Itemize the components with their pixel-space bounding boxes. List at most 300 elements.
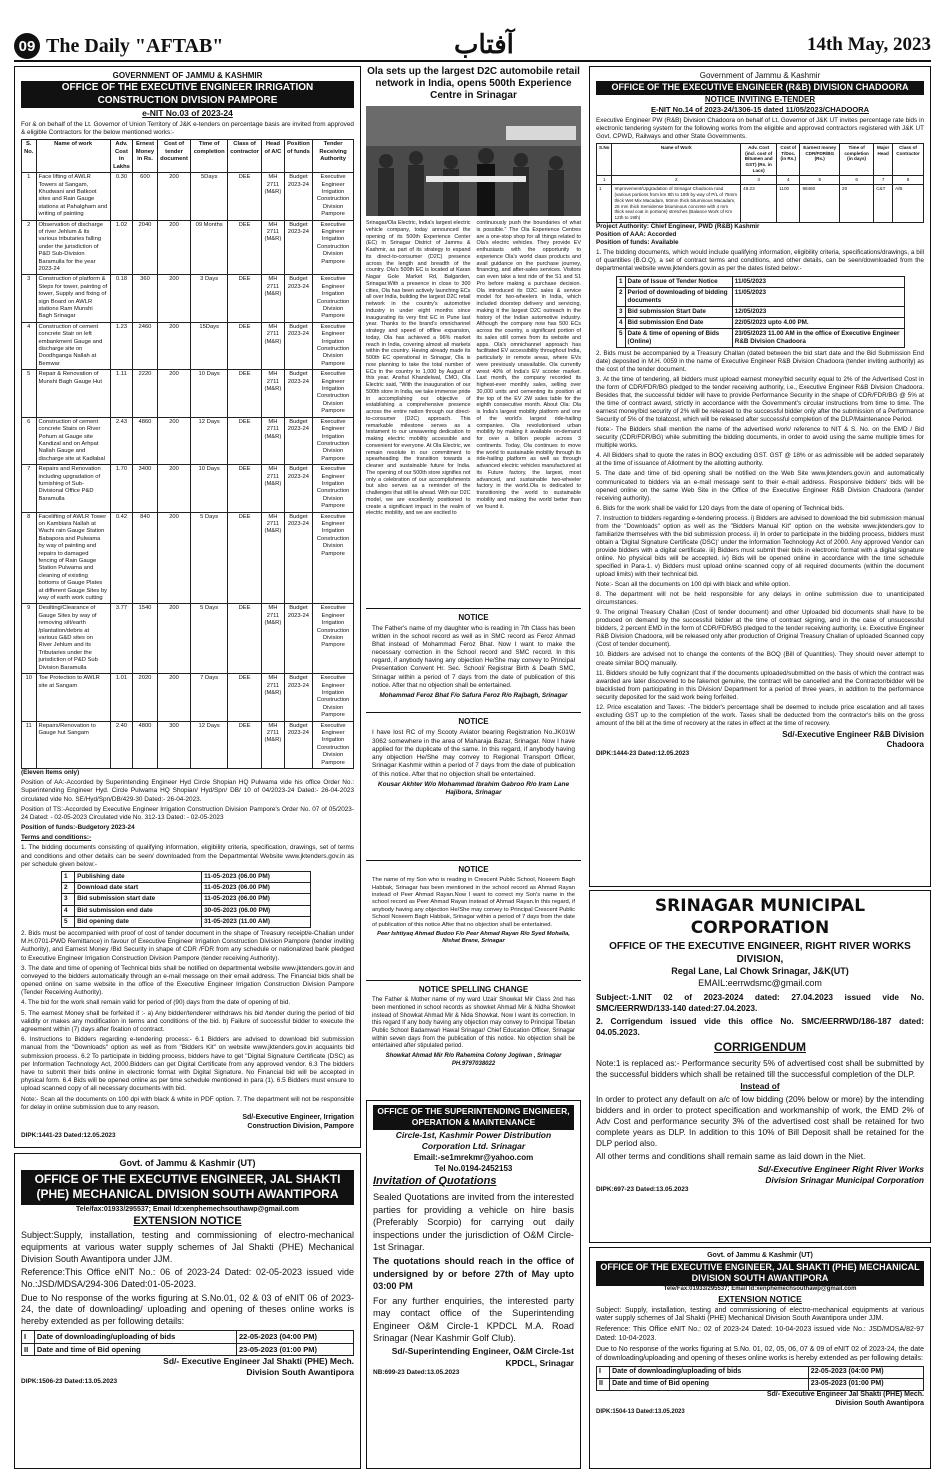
rnb-office: OFFICE OF THE EXECUTIVE ENGINEER (R&B) DIVISION CHADOORA — [596, 81, 924, 95]
table-row — [597, 1367, 924, 1379]
smc-office: OFFICE OF THE EXECUTIVE ENGINEER, RIGHT RIVER WORKS DIVISION, — [609, 940, 911, 966]
table-cell: 1100 — [777, 184, 800, 222]
news-column-2: continuously push the boundaries of what is possible." The Ola Experience Centres are a one-stop shop for all things related to Ola's electric vehicles. They provide EV enthusiasts with the opportunity to experience Ola's world class products and avail guidance on the purchase journey, financing, and after-sales services. Visitors can even take a test ride of the S1 and S1 Pro before making a purchase decision. Ola introduced its D2C sales & service model for two-wheelers in India, which included doorstep delivery and servicing, making it the largest D2C outreach in the history of the Indian automotive industry. Although the company now has 500 ECs across the country, a significant portion of its sales still comes from its website and apps. Ola's omnichannel approach has facilitated EV accessibility throughout India, particularly in remote areas, where EVs were previously unavailable. Ola currently wrest 40% of India's EV scooter market. Last month, the company recorded its highest-ever monthly sales, selling over 30,000 units and cementing its position at the top of the EV 2W sales table for the eighth consecutive month. About Ola: Ola is India's largest mobility platform and one of the world's largest ride-hailing companies. Ola revolutionised urban mobility by making it available on-demand for over a billion people across 3 continents. Today, Ola continues to move the world to sustainable mobility through its ride-hailing platform as well as through advanced electric vehicles manufactured at its Future factory, the largest, most advanced, and sustainable two-wheeler factory in the world.Ola is dedicated to transitioning the world to sustainable mobility and making the world better than we found it. — [476, 220, 581, 510]
rnb-para-8: 8. The department will not be held responsible for any delays in online submission due to unanticipated circumstances. — [596, 591, 924, 607]
table-cell: DEE — [227, 322, 261, 369]
table-cell: 20 — [840, 184, 874, 222]
table-cell: 10 Days — [191, 370, 228, 417]
table-cell: 3.77 — [110, 604, 133, 674]
table-cell: Executive Engineer Irrigation Construction Division Pampore — [313, 721, 354, 768]
kpdcl-quotation-ad — [366, 1100, 581, 1469]
table-cell: 5 — [800, 176, 840, 185]
table-cell: 22/05/2023 upto 4.00 PM. — [732, 317, 904, 328]
table-cell: Repairs/Renovation to Gauge hut Sangam — [36, 721, 110, 768]
table-cell: 4860 — [133, 417, 157, 464]
notice-3-title: NOTICE — [458, 865, 489, 874]
irrigation-enit: e-NIT No.03 of 2023-24 — [142, 108, 233, 119]
table-cell: 2460 — [133, 322, 157, 369]
table-cell: 30-05-2023 (06.00 PM) — [202, 905, 311, 916]
table-cell: 12/05/2023 — [732, 306, 904, 317]
masthead-rule — [14, 60, 931, 62]
table-cell: 4 — [62, 905, 75, 916]
table-cell: 31-05-2023 (11.00 AM) — [202, 916, 311, 927]
term-3: 3. The date and time of opening of Technical bids shall be notified on departmental website www.jktenders.gov.in and conveyed to the bidders automatically through an e-mail message on their email address. The Financial bids shall be opened online on same website in the office of the Executive Engineer Irrigation Construction Division Pampore (Tender Receiving Authority). — [21, 964, 354, 997]
phe-right-dipk: DIPK:1504-13 Dated:13.05.2023 — [596, 1409, 685, 1416]
smc-dipk: DIPK:697-23 Dated:13.05.2023 — [596, 1185, 689, 1193]
table-cell: Budget 2023-24 — [284, 604, 313, 674]
rnb-para-1: 1. The bidding documents, which would include qualifying information, eligibility criteria, specifications/drawings, a bill of quantities (B.O.Q), a set of contract terms and conditions, and other details, can be seen/downloaded from the departmental website www.jktenders.gov.in as per the dates listed below:- — [596, 249, 924, 273]
table-cell: 200 — [157, 275, 191, 322]
table-cell: MH 2711 (M&R) — [262, 370, 284, 417]
table-cell: 200 — [157, 417, 191, 464]
table-row — [62, 905, 311, 916]
table-cell: MH 2711 (M&R) — [262, 512, 284, 604]
smc-corrigendum: CORRIGENDUM — [714, 1039, 806, 1054]
table-cell: DEE — [227, 417, 261, 464]
rnb-para-10: 10. Bidders are advised not to change the contents of the BOQ (Bill of Quantities). They should never attempt to create similar BOQ manually. — [596, 651, 924, 667]
table-row — [617, 287, 905, 306]
table-cell: Budget 2023-24 — [284, 275, 313, 322]
table-cell: 7 Days — [191, 674, 228, 721]
table-cell: MH 2711 (M&R) — [262, 465, 284, 512]
irrigation-gov: GOVERNMENT OF JAMMU & KASHMIR — [112, 71, 263, 80]
term-6: 6. Instructions to Bidders regarding e-tendering process:- 6.1 Bidders are advised to download bid submission manual from the "Downloads" option as well as from "Bidders Kit" on website www.jktenders.gov.in acquaints bid submission process. 6.2 To participate in bidding process, bidders have to get "Digital Signature Certificate (DSC) as per Information Technology Act, 2000.Bidders can get Digital Certificate from any approved vendor. 6.3 The bidders have to submit their bids online in electronic format with Digital Signature. No Financial bid will be accepted in physical form. 6.4 Bids will be opened online as per time schedule mentioned in para (1). 6.5 Bidders must ensure to upload scanned copy of all necessary documents with bid. — [21, 1036, 354, 1093]
table-cell: 1.01 — [110, 674, 133, 721]
kpdcl-body-2: The quotations should reach in the office of undersigned by or before 27th of May upto 03:00 PM — [373, 1256, 574, 1292]
table-cell: 2020 — [133, 674, 157, 721]
kpdcl-title: Invitation of Quotations — [373, 1175, 497, 1188]
table-row — [22, 275, 354, 322]
table-cell: 200 — [157, 674, 191, 721]
table-cell: 9 — [22, 604, 37, 674]
table-cell: 200 — [157, 220, 191, 275]
table-cell: Bid submission End Date — [625, 317, 732, 328]
table-cell: 1 — [617, 276, 626, 287]
table-cell: 4 — [777, 176, 800, 185]
table-cell: 22-05-2023 (04:00 PM) — [237, 1330, 354, 1343]
rnb-note-2: Note:- Scan all the documents on 100 dpi with black and white option. — [596, 581, 791, 589]
news-headline: Ola sets up the largest D2C automobile retail network in India, opens 500th Experience Centre in Srinagar — [367, 66, 580, 101]
table-row — [22, 1330, 354, 1343]
table-cell: Budget 2023-24 — [284, 322, 313, 369]
rnb-works-table — [596, 143, 924, 224]
notice-1-signature: Mohammad Feroz Bhat F/o Safura Feroz R/o Rajbagh, Srinagar — [379, 691, 568, 699]
table-cell: 300 — [157, 721, 191, 768]
table-header-cell: Class of contractor — [227, 140, 261, 173]
rnb-enit: E-NIT No.14 of 2023-24/1306-15 dated 11/05/2023/CHADOORA — [650, 104, 869, 114]
table-cell: DEE — [227, 370, 261, 417]
table-cell: Period of downloading of bidding documents — [625, 287, 732, 306]
rnb-schedule-table — [616, 276, 905, 348]
table-cell: 2220 — [133, 370, 157, 417]
notice-1-body: The Father's name of my daughter who is reading in 7th Class has been written in the school record as well as in SMC record as Feroz Ahmad Bhat instead of Mohammad Feroz Bhat. Now I want to make the necessary correction in the School record and SMC record. In this regard, if anybody having any objection He/She may convey to Principal Presentation Convent Hr. Sec. School/ Registrar Birth & Death SMC, Srinagar within a period of 7 days from the date of publication of this notice. After that no objection shall be entertained. — [372, 625, 575, 689]
table-cell: MH 2711 (M&R) — [262, 220, 284, 275]
smc-subject-2: 2. Corrigendum issued vide this office No. SMC/EERRWD/186-187 dated: 04.05.2023. — [596, 1015, 924, 1037]
kpdcl-body-1: Sealed Quotations are invited from the interested parties for providing a vehicle on hire basis (Preferably Scorpio) for carrying out daily inspections under the jurisdiction of O&M Circle-1st Srinagar. — [373, 1192, 574, 1252]
table-cell: 11-05-2023 (06.00 PM) — [202, 883, 311, 894]
notice-rc-lost — [366, 712, 581, 858]
rnb-funds: Position of funds: Available — [596, 239, 679, 247]
table-cell: 23-05-2023 (01:00 PM) — [237, 1343, 354, 1356]
table-cell: Bid submission Start Date — [625, 306, 732, 317]
table-cell: 5Days — [191, 173, 228, 220]
table-cell: Date of Issue of Tender Notice — [625, 276, 732, 287]
table-cell: Toe Protection to AWLR site at Sangam — [36, 674, 110, 721]
table-cell: Repair & Renovation of Munshi Bagh Gauge Hut — [36, 370, 110, 417]
table-header-cell: Name of work — [36, 140, 110, 173]
rnb-aaa: Position of AAA: Accorded — [596, 231, 677, 239]
table-cell: 200 — [157, 604, 191, 674]
table-cell: Construction of platform & Steps for tower, painting of tower, Supply and fixing of sign Board on AWLR stations Ram Munshi Bagh Srinagar — [36, 275, 110, 322]
table-row — [22, 721, 354, 768]
notice-rayan — [366, 860, 581, 980]
phe-left-dates-table — [21, 1330, 354, 1357]
table-cell: 0.42 — [110, 512, 133, 604]
table-row — [597, 1379, 924, 1391]
rnb-note-1: Note:- The Bidders shall mention the name of the advertised work/ reference to NIT & S. No. on the EMD / Bid security (CDR/FDR/BG) while submitting the bidding documents, in order to avoid using the same multiple times for multiple works. — [596, 426, 924, 450]
table-cell: Executive Engineer Irrigation Construction Division Pampore — [313, 417, 354, 464]
table-cell: Executive Engineer Irrigation Construction Division Pampore — [313, 220, 354, 275]
table-row — [62, 872, 311, 883]
rnb-para-5: 5. The date and time of bid opening shall be notified on the Web Site www.jktenders.gov.in and automatically communicated to bidders via an e-mail message sent to their e-mail address. Responsive bidders' bids will be opened online on the same Web Site in the Office of the Executive Engineer R&B Division Chadoora (tender receiving authority). — [596, 470, 924, 502]
table-cell: DEE — [227, 275, 261, 322]
phe-right-title: EXTENSION NOTICE — [718, 1293, 802, 1304]
rnb-para-9: 9. The original Treasury Challan (Cost of tender document) and other Uploaded bid documents shall have to be produced on demand by the successful bidder at the time of contract signing, and in the case of unsuccessful bidders, 2 percent EMD in the form of CDR/FDR/BG pledged to the tender receiving authority, i.e. Executive Engineer R&B Division Chadoora, will be released only after production of Original Treasury Challan of uploaded Scanned copy (Cost of tender document). — [596, 609, 924, 649]
table-cell: 200 — [157, 370, 191, 417]
eleven-items: (Eleven Items only) — [21, 768, 80, 776]
table-cell: Budget 2023-24 — [284, 512, 313, 604]
table-cell: Face lifting of AWLR Towers at Sangam, Khudwani and Batkoot sites and Rain Gauge stations at Pahalgham and writing of painting — [36, 173, 110, 220]
table-cell: Date of downloading/uploading of bids — [34, 1330, 236, 1343]
table-header-cell: Earnest money CDR/FDR/BG (Rs.) — [800, 143, 840, 175]
table-cell: Budget 2023-24 — [284, 173, 313, 220]
table-cell: DEE — [227, 674, 261, 721]
irrigation-schedule-table — [61, 871, 311, 928]
table-cell: 3 — [741, 176, 777, 185]
table-cell: Publishing date — [75, 872, 202, 883]
table-row — [22, 465, 354, 512]
phe-left-body: Due to No response of the works figuring at S.No.01, 02 & 03 of eNIT 06 of 2023-24, the date of downloading/ uploading and opening of theses online works is hereby extended as per following details: — [21, 1292, 354, 1327]
notice-2-title: NOTICE — [458, 717, 489, 726]
ola-news-article — [366, 66, 581, 606]
newspaper-name: The Daily "AFTAB" — [46, 34, 224, 57]
smc-address: Regal Lane, Lal Chowk Srinagar, J&K(UT) — [671, 966, 849, 977]
table-cell: 12 Days — [191, 417, 228, 464]
table-cell: 4800 — [133, 721, 157, 768]
table-cell: I — [597, 1367, 610, 1379]
table-cell: Bid submission end date — [75, 905, 202, 916]
table-cell: 5 — [62, 916, 75, 927]
table-cell: 600 — [133, 173, 157, 220]
rnb-para-6: 6. Bids for the work shall be valid for 120 days from the date of opening of Technical bids. — [596, 504, 845, 512]
table-cell: 11-05-2023 (06.00 PM) — [202, 872, 311, 883]
table-cell: 0.18 — [110, 275, 133, 322]
table-row — [597, 184, 924, 222]
position-aa: Position of AA:-Accorded by Superintending Engineer Hyd Circle Shopian HQ Pulwama vide his office Order No.: Superintending Engineer Hyd. Circle Pulwama HQ Shopian/ Hyd/Spn/ DB/ 10 of 04/2023-24 Dated:- 26-04-2023 circulated vide No. SE/Hyd/Spn/DB/429-30 Dated:- 26-04-2023. — [21, 779, 354, 803]
kpdcl-circle: Circle-1st, Kashmir Power Distribution Corporation Ltd. Srinagar — [395, 1129, 552, 1152]
kpdcl-office: OFFICE OF THE SUPERINTENDING ENGINEER, OPERATION & MAINTENANCE — [373, 1105, 574, 1130]
table-row — [22, 322, 354, 369]
page-number: 09 — [14, 33, 40, 59]
irrigation-dipk: DIPK:1441-23 Dated:12.05.2023 — [21, 1131, 116, 1139]
table-row — [617, 317, 905, 328]
table-cell: Budget 2023-24 — [284, 674, 313, 721]
table-cell: 200 — [157, 465, 191, 512]
notice-4-body: The Father & Mother name of my ward Uzair Showkat Mir Class 2nd has been mentioned in school records as showket Ahmad Mir & Nidha Showket instead of Showkat Ahmad Mir & Nida Showkat. Now I want its correction. In this regard If any body having any objection may convey to Principal Tibetan Public School Badamwari Hawal Srinagar/ Chief Education Officer, Srinagar within seven days from the publication of this notice. No objection shall be entertained after stipulated period. — [372, 997, 575, 1050]
table-cell: DEE — [227, 721, 261, 768]
table-header-cell: Ernest Money in Rs. — [133, 140, 157, 173]
table-cell: Executive Engineer Irrigation Construction Division Pampore — [313, 512, 354, 604]
table-cell: 1.70 — [110, 465, 133, 512]
table-cell: 360 — [133, 275, 157, 322]
smc-body: In order to protect any default on a/c of low bidding (20% below or more) by the intending bidders and in order to protect specification and workmanship of work, the EMD 2% of Adv Cost and performance security 3% of the advertised cost shall be retained for two complete years as DLP. In addition to this 10% of Bill Deposit shall be retained for the DLP period also. — [596, 1094, 924, 1149]
table-header-cell: Time of completion (in days) — [840, 143, 874, 175]
table-cell: Executive Engineer Irrigation Construction Division Pampore — [313, 322, 354, 369]
table-header-cell: S.No — [597, 143, 612, 175]
table-cell: Bid opening date — [75, 916, 202, 927]
table-cell: MH 2711 (M&R) — [262, 721, 284, 768]
table-cell: Executive Engineer Irrigation Construction Division Pampore — [313, 604, 354, 674]
term-2: 2. Bids must be accompanied with proof of cost of tender document in the shape of Treasury receipt/e-Challan under M.H.0701-PWD Remittance) in favour of Executive Engineer Irrigation Construction Division Pampore (tender inviting Authority), and Earnest Money /Bid Security in shape of CDR /FDR from any schedule or nationalized bank pledged to Executive Engineer Irrigation Construction Division Pampore (tender receiving Authority). — [21, 929, 354, 962]
notice-spelling — [366, 980, 581, 1098]
table-cell: Observation of discharge of river Jehlum & its various tributaries falling under the jurisdiction of P&D Sub-Division Baramulla for the year 2023-24 — [36, 220, 110, 275]
table-cell: 11 — [22, 721, 37, 768]
table-row — [617, 306, 905, 317]
rnb-gov: Government of Jammu & Kashmir — [699, 71, 821, 80]
table-row — [597, 176, 924, 185]
phe-left-dipk: DIPK:1506-23 Dated:13.05.2023 — [21, 1378, 118, 1386]
table-cell: DEE — [227, 220, 261, 275]
table-cell: 200 — [157, 322, 191, 369]
rnb-para-3: 3. At the time of tendering, all bidders must upload earnest money/bid security equal to 2% of the Advertised Cost in the form of CDR/FDR/BG pledged to the tender receiving authority, i.e., Executive Engineer R&B Division Chadoora. Besides that, the successful bidder will have to provide Performance Security in the shape of CDR/FDR/BG @ 5% at the time of contract award, strictly in accordance with the Government's circular instructions from time to time. The earnest money/bid security of 2% will be released to the successful bidder only after the submission of a Performance Security of 5% of the tolatcost, which will be released after successful completion of the DLP/Maintenance Period. — [596, 375, 924, 424]
table-cell: Download date start — [75, 883, 202, 894]
table-cell: Budget 2023-24 — [284, 370, 313, 417]
notice-4-title: NOTICE SPELLING CHANGE — [418, 985, 529, 994]
table-cell: MH 2711 (M&R) — [262, 275, 284, 322]
table-cell: Budget 2023-24 — [284, 721, 313, 768]
table-header-cell: Adv. Cost (incl. cost of Bitumen and GST) (Rs. in Lacs) — [741, 143, 777, 175]
phe-left-reference: Reference:This Office eNIT No.: 06 of 2023-24 Dated: 02-05-2023 issued vide No.:JSD/MDSA/294-306 Dated:01-05-2023. — [21, 1267, 354, 1290]
phe-extension-ad-right — [589, 1247, 931, 1469]
table-row — [22, 173, 354, 220]
table-cell: 3 Days — [191, 275, 228, 322]
table-row — [62, 916, 311, 927]
rnb-para-7: 7. Instruction to bidders regarding e-tendering process. i) Bidders are advised to download the bid submission manual from the "Downloads" option as well as the "Bidders Manual Kit" option on the website www.jktenders.gov to familiarize themselves with the bid submission process. ii) In order to participate in the bidding process, bidders must obtain a 'Digital Signature Certificate (DSC)' under the Information Technology Act of 2000. Any approved Vendor can provide bidders with a digital certificate. iii) Bidders must submit their bids in electronic format with a digital signature online. No physical bids will be accepted. iv) Bids will be opened online in accordance with the time schedule specified in Para-1. v) Bidders must upload online scanned copy of all required documents (within the document upload limits) with their technical bid. — [596, 514, 924, 579]
rnb-authority: Project Authority: Chief Engineer, PWD (R&B) Kashmir — [596, 223, 760, 231]
table-cell: 8 — [22, 512, 37, 604]
table-cell: 7 — [874, 176, 893, 185]
table-cell: Date and time of Bid opening — [610, 1379, 809, 1391]
rnb-para-2: 2. Bids must be accompanied by a Treasury Challan (dated between the bid start date and the Bid Submission End date) deposited in M.H. 0059 in the name of Executive Engineer R&B Division Chadoora (tender inviting authority) as the cost of the tender document. — [596, 349, 924, 373]
table-cell: 3 — [22, 275, 37, 322]
table-cell: Construction of cement concrete Stair on left embankment Gauge and discharge site on Doodhganga Nallah at Bemwar — [36, 322, 110, 369]
table-cell: 1.02 — [110, 220, 133, 275]
table-cell: 1 — [597, 176, 612, 185]
table-cell: Budget 2023-24 — [284, 417, 313, 464]
irrigation-intro: For & on behalf of the Lt. Governor of Union Territory of J&K e-tenders on percentage basis are invited from approved & eligible Contractors for the below mentioned works:- — [21, 121, 354, 137]
table-cell: MH 2711 (M&R) — [262, 417, 284, 464]
phe-left-gov: Govt. of Jammu & Kashmir (UT) — [119, 1158, 256, 1168]
smc-signature: Sd/-Executive Engineer Right River Works Division Srinagar Municipal Corporation — [757, 1164, 924, 1185]
table-cell: 1.23 — [110, 322, 133, 369]
table-cell: 15Days — [191, 322, 228, 369]
phe-left-signature: Sd/- Executive Engineer Jal Shakti (PHE) Mech. Division South Awantipora — [163, 1356, 354, 1378]
table-row — [22, 220, 354, 275]
table-cell: II — [22, 1343, 35, 1356]
table-header-cell: Cost of tender document — [157, 140, 191, 173]
rnb-intro: Executive Engineer PW (R&B) Division Chadoora on behalf of Lt. Governor of J&K UT invites percentage rate bids in electronic tendering system for the following works from the eligible and approved contractors registered with J&K UT Govt. CPWD, Railways and other State Governments. — [596, 116, 924, 140]
table-row — [62, 894, 311, 905]
rnb-para-11: 11. Bidders should be fully cognizant that if the documents uploaded/submitted on the basis of which the contract was awarded are later discovered to be fake/not genuine, the contract will be cancelled and the Contractor/bidder will be blacklisted from participating in this Division/ Department for a period of three years, in addition to the performance security deposited for the said work being forfeited. — [596, 669, 924, 701]
smc-note: Note:1 is replaced as:- Performance security 5% of advertised cost shall be submitted by the successful bidders which shall be retained till the successful completion of the DLP. — [596, 1057, 924, 1079]
table-cell: Budget 2023-24 — [284, 220, 313, 275]
table-cell: 10 — [22, 674, 37, 721]
table-cell: 5 Days — [191, 604, 228, 674]
table-cell: 3 — [62, 894, 75, 905]
phe-left-title: EXTENSION NOTICE — [133, 1214, 242, 1227]
table-header — [597, 143, 924, 175]
table-cell: Desilting/Clearance of Gauge Sites by way of removing silt/earth /plantation/debris at various G&D sites on River Jehlum and its Tributaries under the jurisdiction of P&D Sub Division Baramulla — [36, 604, 110, 674]
irrigation-signature: Sd/-Executive Engineer, Irrigation Construction Division, Pampore — [242, 1113, 354, 1130]
smc-title: SRINAGAR MUNICIPAL CORPORATION — [654, 896, 866, 939]
table-cell: 23-05-2023 (01:00 PM) — [808, 1379, 923, 1391]
table-cell: II — [597, 1379, 610, 1391]
notice-2-body: I have lost RC of my Scooty Aviator bearing Registration No.JK01W 3062 somewhere in the area of Maharaja Bazar, Srinagar. Now I have applied for the duplicate of the same. In this regard, if anybody having any objection He/She may convey to Regional Transport Officer, Srinagar Kashmir within a period of 7 days from the date of publication of this notice. After that no objection shall be entertained. — [372, 729, 575, 778]
table-cell: DEE — [227, 512, 261, 604]
position-ts: Position of TS:-Accorded by Executive Engineer Irrigation Construction Division Pampore's Order No. 07 of 05/2023-24 Dated: - 02-05-2023 Circulated vide No. 312-13 Dated: - 02-05-2023 — [21, 805, 354, 821]
table-cell: Executive Engineer Irrigation Construction Division Pampore — [313, 275, 354, 322]
table-cell: I — [22, 1330, 35, 1343]
phe-right-office: OFFICE OF THE EXECUTIVE ENGINEER, JAL SHAKTI (PHE) MECHANICAL DIVISION SOUTH AWANTIPORA — [596, 1261, 924, 1286]
phe-right-dates-table — [596, 1366, 924, 1391]
table-cell: 1 — [22, 173, 37, 220]
phe-right-subject: Subject: Supply, installation, testing and commissioning of electro-mechanical equipments at various water supply schemes of Jal Shakti (PHE) Mechanical Division South Awantipora under JJM. — [596, 1306, 924, 1323]
table-cell: 2.43 — [110, 417, 133, 464]
term-note: Note:- Scan all the documents on 100 dpi with black & white in PDF option. 7. The department will not be responsible for delay in online submission due to any reason. — [21, 1095, 354, 1111]
table-cell: 49.23 — [741, 184, 777, 222]
table-cell: 5 — [617, 328, 626, 347]
position-funds: Position of funds:-Budgetory 2023-24 — [21, 824, 135, 832]
table-header-cell: S. No. — [22, 140, 37, 173]
table-cell: Executive Engineer Irrigation Construction Division Pampore — [313, 370, 354, 417]
phe-left-subject: Subject:Supply, installation, testing and commissioning of electro-mechanical equipments at various water supply schemes of Jal Shakti (PHE) Mechanical Division South Awantipora under JJM. — [21, 1230, 354, 1264]
table-cell: 98460 — [800, 184, 840, 222]
table-cell: 1 — [62, 872, 75, 883]
kpdcl-tel: Tel No.0194-2452153 — [434, 1163, 513, 1173]
phe-right-contact: Tele/Fax:01933/295537; Email Id:xenphemechsouthawp@gmail.com — [663, 1285, 857, 1292]
kpdcl-email: Email:-se1mrekmr@yahoo.com — [413, 1152, 534, 1162]
notice-3-signature: Peer Ishtiyaq Ahmad Budoo F/o Peer Ahmad Rayan R/o Syed Mohalla, Nishat Brane, Srinagar — [377, 931, 570, 945]
masthead — [14, 30, 931, 62]
irrigation-office: OFFICE OF THE EXECUTIVE ENGINEER IRRIGATION CONSTRUCTION DIVISION PAMPORE — [21, 81, 354, 108]
table-row — [22, 370, 354, 417]
table-header-cell: Major Head — [874, 143, 893, 175]
table-cell: 10 Days — [191, 465, 228, 512]
table-cell: 1540 — [133, 604, 157, 674]
phe-left-office: OFFICE OF THE EXECUTIVE ENGINEER, JAL SHAKTI (PHE) MECHANICAL DIVISION SOUTH AWANTIPORA — [21, 1170, 354, 1205]
table-cell: MH 2711 (M&R) — [262, 674, 284, 721]
phe-right-signature: Sd/- Executive Engineer Jal Shakti (PHE) Mech. Division South Awantipora — [766, 1391, 924, 1408]
table-cell: 1.11 — [110, 370, 133, 417]
table-header — [22, 140, 354, 173]
table-header-cell: Cost of T/Doc. (in Rs.) — [777, 143, 800, 175]
table-cell: 12 Days — [191, 721, 228, 768]
table-row — [22, 512, 354, 604]
table-cell: C&T — [874, 184, 893, 222]
rnb-tender-ad — [589, 66, 931, 887]
irrigation-tender-ad — [14, 66, 361, 1148]
table-cell: 1 — [597, 184, 612, 222]
table-cell: Date of downloading/uploading of bids — [610, 1367, 809, 1379]
term-4: 4. The bid for the work shall remain valid for period of (90) days from the date of opening of bid. — [21, 999, 291, 1007]
rnb-dipk: DIPK:1444-23 Dated:12.05.2023 — [596, 750, 690, 758]
table-cell: Improvement/Upgradation of Srinagar Chadoora road (various portions from km 8th to 19th by way of P/L of 75mm thick Wet Mix Macadam, 50mm thick bituminous Macadam, 25 mm thick Semidense bituminous concrete with 4 mm thick seal coat in portions) stretches (Balance Work of Km 12th to 19th) — [612, 184, 741, 222]
table-cell: 2 — [62, 883, 75, 894]
table-cell: 5 — [22, 370, 37, 417]
phe-extension-ad-left — [14, 1153, 361, 1469]
news-photo — [366, 106, 581, 216]
phe-right-reference: Reference: This Office eNIT No.: 02 of 2023-24 Dated: 10-04-2023 issued vide No.: JSD/MDSA/82-97 Dated: 10-04-2023. — [596, 1326, 924, 1343]
table-cell: DEE — [227, 465, 261, 512]
table-row — [22, 674, 354, 721]
notice-4-signature: Showkat Ahmad Mir R/o Rahemina Colony Jogiwan , Srinagar PH.9797038022 — [385, 1052, 562, 1067]
table-cell: 11/05/2023 — [732, 287, 904, 306]
rnb-signature: Sd/-Executive Engineer R&B Division Chadoora — [782, 729, 924, 750]
news-column-1: Srinagar/Ola Electric, India's largest electric vehicle company, today announced the opening of its 500th Experience Center (EC) in Srinagar District of Jammu & Kashmir, as part of its strategy to expand its direct-to-consumer (D2C) presence across the length and breadth of the country. Ola's 500th EC is located at Karan Nagar Gole Market Rd, Balgarden, Srinagar.With a presence in close to 300 cities, Ola has been actively launching ECs all over India, building the largest D2C retail network in the country's automotive industry in under eight months since inaugurating its very first EC in Pune last year. Thanks to the brand's omnichannel strategy and speed of offline expansion, today, Ola has achieved a 96% market reach in India, covering almost all markets within the country. Having already made its 500th EC operational in Srinagar, Ola is now planning to take the total number of ECs in the country to 1,000 by August of this year. Anshul Khandelwal, CMO, Ola Electric said, "With the inauguration of our 500th store in India, we take immense pride in accomplishing our objective of establishing a comprehensive presence across the entire nation through our direct-to-consumer (D2C) approach. This remarkable milestone serves as a testament to our unwavering dedication to making electric mobility accessible and convenient for everyone. At Ola Electric, we remain resolute in our commitment to spearheading the transition towards a cleaner and sustainable future for India. The opening of our 500th store signifies not only a celebration of our accomplishments but also serves as a reminder of the challenges that still lie ahead. With our D2C model, we are excellently positioned to create a significant impact in the realm of electric mobility, and we are excited to — [366, 220, 471, 517]
table-header-cell: Tender Receiving Authority — [313, 140, 354, 173]
smc-instead: Instead of — [740, 1081, 780, 1092]
table-row — [22, 1343, 354, 1356]
table-cell: 2040 — [133, 220, 157, 275]
table-cell: Bid submission start date — [75, 894, 202, 905]
table-header-cell: Class of Contractor — [893, 143, 924, 175]
table-cell: 840 — [133, 512, 157, 604]
table-cell: 22-05-2023 (04:00 PM) — [808, 1367, 923, 1379]
smc-body-2: All other terms and conditions shall remain same as laid down in the Niet. — [596, 1151, 866, 1162]
table-row — [617, 276, 905, 287]
notice-2-signature: Kousar Akhter W/o Mohammad Ibrahim Gabroo R/o Iram Lane Hajibora, Srinagar — [377, 781, 570, 797]
notice-3-body: The name of my Son who is reading in Crescent Public School, Noseem Bagh Habbak, Srinagar has been mentioned in the school record as Ahmad Rayan instead of Peer Ahmad Rayan.Now I want to correct my Son's name in the school record as Peer Ahmad Rayan instead of Ahmad Rayan.In this regard, if anybody having any objection He/She may convey to Principal Crescent Public School Noseem Bagh Habbak, Srinagar within a period of 7 days from the date of publication of this notice.After that no objection shall be entertained. — [372, 877, 575, 928]
table-header-cell: Name of Work — [612, 143, 741, 175]
phe-right-body: Due to No response of the works figuring at S.No. 01, 02, 05, 06, 07 & 09 of eNIT 02 of 2023-24, the date of downloading/uploading and opening of theses online works is hereby extended as per following details: — [596, 1346, 924, 1363]
term-1: 1. The bidding documents consisting of qualifying information, eligibility criteria, specification, drawings, set of terms and conditions and other details can be seen/ downloaded from the Departmental Website www.jktenders.gov.in as per schedule given below:- — [21, 844, 354, 868]
phe-left-contact: Tele/fax:01933/295537; Email Id:xenphemechsouthawp@gmail.com — [75, 1205, 299, 1213]
table-cell: Repairs and Renovation including upgradation of furnishing of Sub-Divisional Office P&D Baramulla — [36, 465, 110, 512]
table-cell: 7 — [22, 465, 37, 512]
smc-email: EMAIL:eerrwdsmc@gmail.com — [698, 978, 822, 989]
table-cell: 0.30 — [110, 173, 133, 220]
table-cell: Facelifting of AWLR Tower on Kambiara Nallah at Wachi rain Gauge Station Babapora and Pulwama by way of painting and repairs to damaged fencing of Rain Gauge Station Pulwama and cleaning of existing bottoms of Gauge Plates at different Gauge Sites by way of earth work cutting — [36, 512, 110, 604]
table-cell: 3400 — [133, 465, 157, 512]
rnb-para-12: 12. Price escalation and Taxes: -The bidder's percentage shall be deemed to include price escalation and all taxes excluding GST up to the completion of the work. Taxes shall be deducted from the contractor's bills on the gross amount of the bill at the time of recovery at the rates in effect at the time of recovery. — [596, 703, 924, 727]
smc-subject: Subject:-1.NIT 02 of 2023-2024 dated: 27.04.2023 issued vide No. SMC/EERRWD/133-140 dated:27.04.2023. — [596, 992, 924, 1013]
table-cell: 09 Months — [191, 220, 228, 275]
table-header-cell: Head of A/C — [262, 140, 284, 173]
terms-title: Terms and conditions:- — [21, 834, 92, 842]
table-cell: MH 2711 (M&R) — [262, 173, 284, 220]
phe-right-gov: Govt. of Jammu & Kashmir (UT) — [707, 1252, 813, 1259]
table-cell: 4 — [617, 317, 626, 328]
table-cell: 200 — [157, 173, 191, 220]
table-cell: 5 Days — [191, 512, 228, 604]
issue-date: 14th May, 2023 — [806, 34, 931, 55]
smc-corrigendum-ad — [589, 890, 931, 1243]
table-cell: 2.40 — [110, 721, 133, 768]
rnb-title: NOTICE INVITING E-TENDER — [704, 94, 816, 104]
table-cell: Executive Engineer Irrigation Construction Division Pampore — [313, 465, 354, 512]
table-cell: Executive Engineer Irrigation Construction Division Pampore — [313, 674, 354, 721]
kpdcl-nb: NB:699-23 Dated:13.05.2023 — [373, 1369, 460, 1377]
